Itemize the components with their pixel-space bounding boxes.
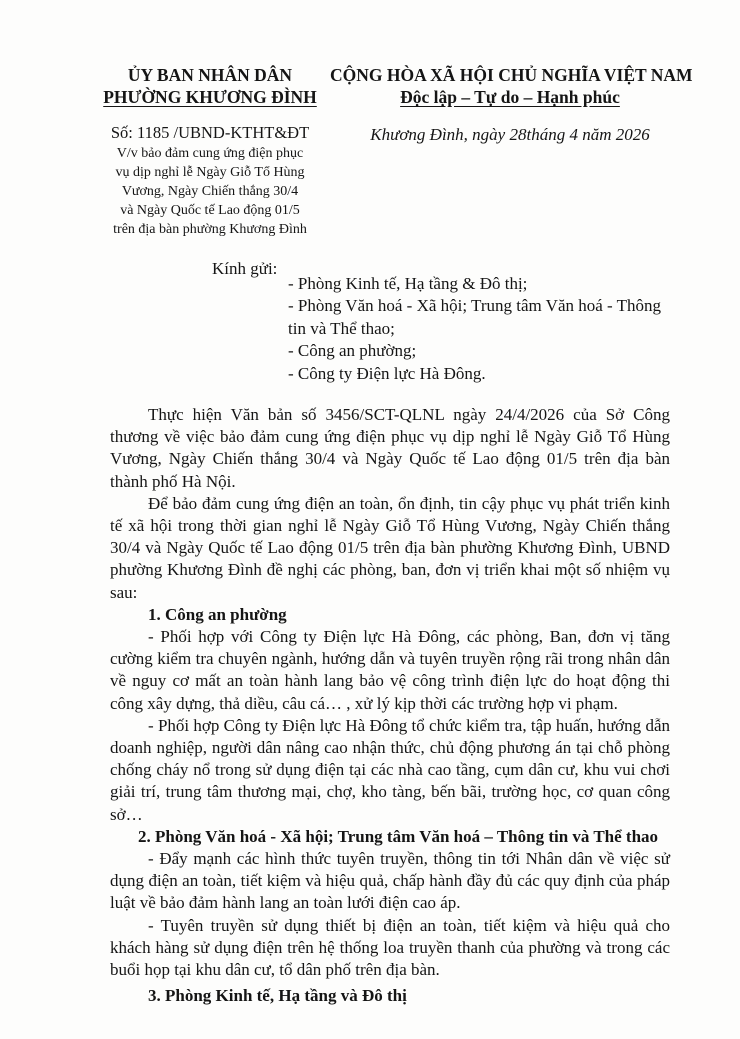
recipient-item: - Phòng Kinh tế, Hạ tầng & Đô thị; <box>288 274 528 293</box>
subject-line: Vương, Ngày Chiến thắng 30/4 <box>121 184 299 199</box>
national-motto: Độc lập – Tự do – Hạnh phúc <box>400 87 620 107</box>
issuer-block <box>60 64 360 108</box>
subject-line: vụ dịp nghỉ lễ Ngày Giỗ Tổ Hùng <box>115 165 305 180</box>
document-body <box>110 404 670 1007</box>
recipient-list <box>288 273 668 385</box>
issue-date: Khương Đình, ngày 28tháng 4 năm 2026 <box>370 125 650 144</box>
national-title: CỘNG HÒA XÃ HỘI CHỦ NGHĨA VIỆT NAM <box>330 65 693 85</box>
section-1-heading: 1. Công an phường <box>148 604 287 624</box>
section-1-paragraph-1: - Phối hợp với Công ty Điện lực Hà Đông, các phòng, Ban, đơn vị tăng cường kiểm tra chuyên ngành, hướng dẫn và tuyên truyền rộng rãi trong nhân dân về nguy cơ mất an toàn hành lang bảo vệ công trình điện lực do hoạt động thi công xây dựng, thả diều, câu cá… , xử lý kịp thời các trường hợp vi phạm. <box>110 627 670 713</box>
intro-paragraph-1: Thực hiện Văn bản số 3456/SCT-QLNL ngày 24/4/2026 của Sở Công thương về việc bảo đảm cung ứng điện phục vụ dịp nghỉ lễ Ngày Giỗ Tổ Hùng Vương, Ngày Chiến thắng 30/4 và Ngày Quốc tế Lao động 01/5 trên địa bàn thành phố Hà Nội. <box>110 405 670 491</box>
recipient-item: - Phòng Văn hoá - Xã hội; Trung tâm Văn hoá - Thông tin và Thể thao; <box>288 296 662 338</box>
recipient-item: - Công ty Điện lực Hà Đông. <box>288 363 486 383</box>
issuer-name-line2: PHƯỜNG KHƯƠNG ĐÌNH <box>103 87 317 107</box>
section-2-paragraph-1: - Đẩy mạnh các hình thức tuyên truyền, thông tin tới Nhân dân về việc sử dụng điện an toàn, tiết kiệm và hiệu quả, chấp hành đầy đủ các quy định của pháp luật về bảo đảm hành lang an toàn lưới điện cao áp. <box>110 849 670 913</box>
greeting: Kính gửi: <box>212 259 278 278</box>
subject-line: trên địa bàn phường Khương Đình <box>113 222 307 237</box>
section-2-paragraph-2: - Tuyên truyền sử dụng thiết bị điện an toàn, tiết kiệm và hiệu quả cho khách hàng sử dụng điện trên hệ thống loa truyền thanh của phường và trong các buổi họp tại khu dân cư, tổ dân phố trên địa bàn. <box>110 915 670 980</box>
recipient-item: - Công an phường; <box>288 341 417 361</box>
subject-line: và Ngày Quốc tế Lao động 01/5 <box>120 203 300 218</box>
subject-line: V/v bảo đảm cung ứng điện phục <box>116 146 304 161</box>
issuer-name-line1: ỦY BAN NHÂN DÂN <box>127 65 293 85</box>
national-motto-block <box>330 64 693 108</box>
section-1-paragraph-2: - Phối hợp Công ty Điện lực Hà Đông tổ chức kiểm tra, tập huấn, hướng dẫn doanh nghiệp, người dân nâng cao nhận thức, chủ động phương án tại chỗ phòng chống cháy nổ trong sử dụng điện tại các nhà cao tầng, cụm dân cư, khu vui chơi giải trí, trung tâm thương mại, chợ, kho tàng, bến bãi, trường học, cơ quan công sở… <box>110 715 670 824</box>
document-subject <box>60 144 360 239</box>
section-2-heading: 2. Phòng Văn hoá - Xã hội; Trung tâm Văn hoá – Thông tin và Thể thao <box>138 826 659 846</box>
intro-paragraph-2: Để bảo đảm cung ứng điện an toàn, ổn định, tin cậy phục vụ phát triển kinh tế xã hội trong thời gian nghỉ lễ Ngày Giỗ Tổ Hùng Vương, Ngày Chiến thắng 30/4 và Ngày Quốc tế Lao động 01/5 trên địa bàn phường Khương Đình, UBND phường Khương Đình đề nghị các phòng, ban, đơn vị triển khai một số nhiệm vụ sau: <box>110 493 670 602</box>
section-3-heading: 3. Phòng Kinh tế, Hạ tầng và Đô thị <box>148 986 407 1006</box>
document-number: Số: 1185 /UBND-KTHT&ĐT <box>110 123 310 142</box>
